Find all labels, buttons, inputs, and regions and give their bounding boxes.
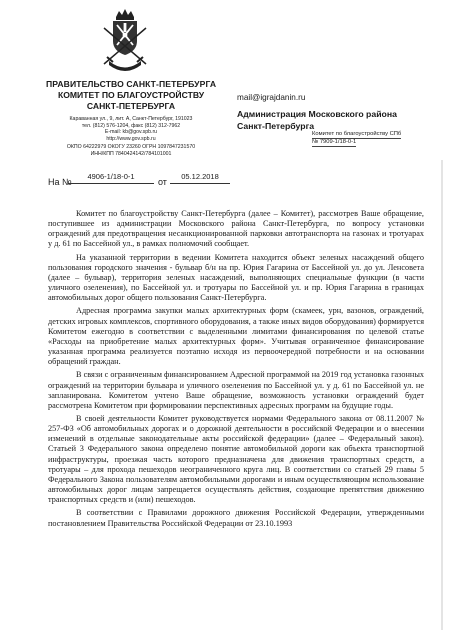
recipient-block <box>237 108 397 132</box>
paragraph: На указанной территории в ведении Комитета находится объект зеленых насаждений общего пользования городского значения - бульвар б/н на пр. Юрия Гагарина от Бассейной ул. до ул. Ленсовета (далее – бульвар), территория зеленых насаждений, выполняющих специальные функции (в части уличного озеленения), по Бассейной ул. и тротуары по Бассейной ул. и пр. Юрия Гагарина в границах автомобильных дорог общего пользования Санкт-Петербурга. <box>48 252 424 303</box>
government-title: ПРАВИТЕЛЬСТВО САНКТ-ПЕТЕРБУРГА <box>46 79 217 89</box>
reference-number-label: На № <box>48 177 72 187</box>
reference-number: 4906-1/18-0-1 <box>68 172 154 184</box>
email-line: E-mail: kb@gov.spb.ru <box>104 129 158 136</box>
phone-line: тел. (812) 576-1204, факс (812) 312-7962 <box>81 122 181 129</box>
reference-date-label: от <box>158 177 167 187</box>
committee-title-line2: САНКТ-ПЕТЕРБУРГА <box>86 100 176 111</box>
codes-line: ОКПО 64222979 ОКОГУ 23260 ОГРН 1097847231570 <box>66 144 196 150</box>
reference-date: 05.12.2018 <box>170 172 230 184</box>
paragraph: Комитет по благоустройству Санкт-Петербурга (далее – Комитет), рассмотрев Ваше обращение, поступившее из администрации Московского района Санкт-Петербурга, по вопросу установки ограждений для предотвращения несанкционированной парковки автотранспорта на газонах и тротуарах у д. 61 по Бассейной ул., в рамках полномочий сообщает. <box>48 209 424 249</box>
coat-of-arms-icon <box>100 8 150 76</box>
registration-stamp <box>312 131 401 147</box>
scan-edge-shadow <box>441 160 443 630</box>
recipient-line1: Администрация Московского района <box>237 109 397 119</box>
recipient-line2: Санкт-Петербурга <box>237 121 315 131</box>
committee-title-line1: КОМИТЕТ ПО БЛАГОУСТРОЙСТВУ <box>57 90 205 100</box>
letter-body <box>48 209 424 532</box>
paragraph: Адресная программа закупки малых архитектурных форм (скамеек, урн, вазонов, ограждений, детских игровых комплексов, спортивного оборудования, а также иных видов оборудования) формируется Комитетом ежегодно в соответствии с выделенными лимитами финансирования по целевой статье «Расходы на приобретение малых архитектурных форм». Учитывая ограниченное финансирование указанная программа реализуется поэтапно исходя из первоочередной потребности и на основании обращений граждан. <box>48 306 424 367</box>
paragraph: В своей деятельности Комитет руководствуется нормами Федерального закона от 08.11.2007 № 257-ФЗ «Об автомобильных дорогах и о дорожной деятельности в российской Федерации и о внесении изменений в отдельные законодательные акты российской федерации» (далее – Федеральный закон). Статьей 3 Федерального закона определено понятие автомобильной дороги как объекта транспортной инфраструктуры, проезжая часть которого предназначена для движения транспортных средств, а тротуары – для прохода пешеходов неограниченного круга лиц. В соответствии со статьей 29 главы 5 Федерального Закона пользователям автомобильными дорогами и иным осуществляющим использование автомобильных дорог лицам запрещается осуществлять действия, создающие препятствия движению транспортных средств и (или) пешеходов. <box>48 413 424 505</box>
letterhead <box>46 79 216 142</box>
registration-codes <box>46 144 216 157</box>
stamp-line1: Комитет по благоустройству СПб <box>312 131 402 137</box>
reference-line <box>48 172 228 188</box>
paragraph: В связи с ограниченным финансированием Адресной программой на 2019 год установка газонных ограждений на территории бульвара и уличного озеленения по Бассейной ул. у д. 61 по Бассейной ул. не запланирована. Комитетом учтено Ваше обращение, возможность установки ограждений будет рассмотрена Комитетом при формировании перспективных адресных программ на будущие годы. <box>48 370 424 410</box>
paragraph: В соответствии с Правилами дорожного движения Российской Федерации, утвержденными постановлением Правительства Российской Федерации от 23.10.1993 <box>48 508 424 528</box>
stamp-line2: № 7909-1/18-0-1 <box>312 138 357 145</box>
committee-address <box>46 116 216 142</box>
address-line: Караванная ул., 9, лит. А, Санкт-Петербург, 191023 <box>69 116 193 122</box>
recipient-email: mail@igrajdanin.ru <box>237 93 306 102</box>
inn-line: ИНН/КПП 7840424142/784101001 <box>90 150 172 157</box>
website-line: http://www.gov.spb.ru <box>106 135 156 142</box>
